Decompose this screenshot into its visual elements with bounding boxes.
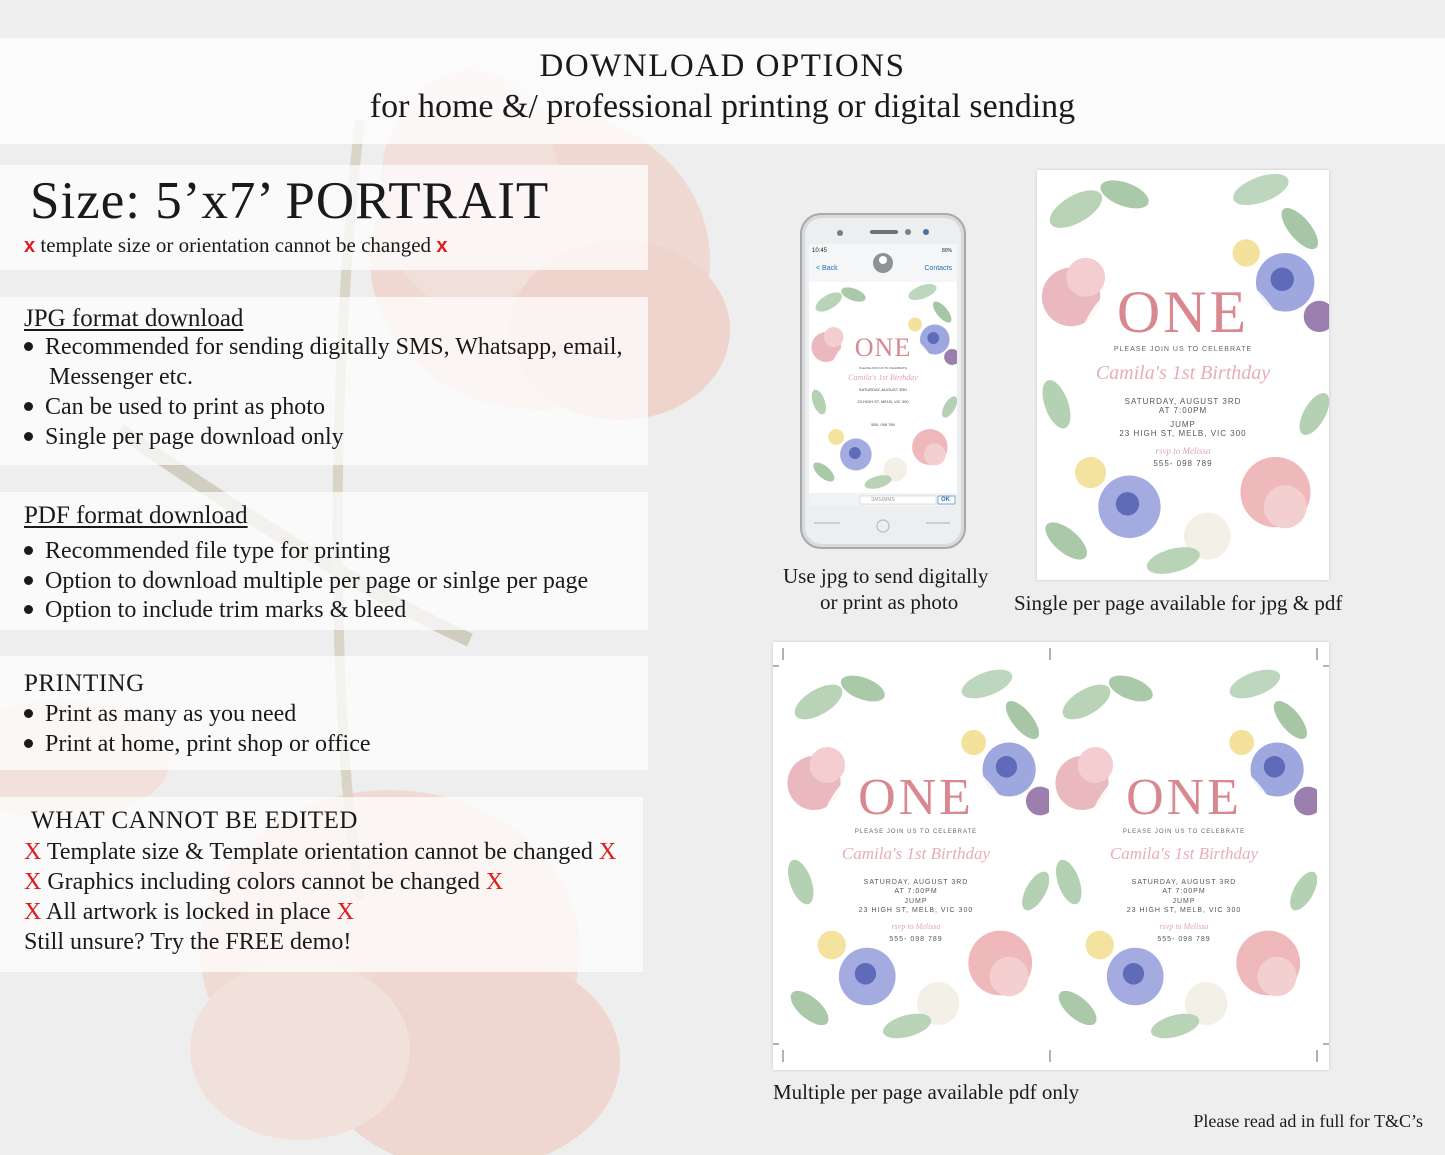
- invite-phone: 555- 098 789: [1157, 936, 1211, 943]
- list-item: X Graphics including colors cannot be changed X: [24, 869, 504, 895]
- phone-battery: 80%: [941, 248, 952, 254]
- list-item: Option to download multiple per page or sinlge per page: [24, 568, 588, 595]
- x-mark-icon: X: [598, 839, 617, 865]
- bullet-icon: [24, 546, 33, 555]
- phone-time: 10:45: [812, 248, 828, 254]
- invite-address: 23 HIGH ST, MELB, VIC 300: [1126, 907, 1242, 914]
- invite-date: SATURDAY, AUGUST 3RD: [863, 879, 969, 886]
- invite-headline: ONE: [1126, 769, 1242, 826]
- invite-venue: JUMP: [1170, 420, 1196, 429]
- invite-time: AT 7:00PM: [1158, 406, 1208, 415]
- page-subtitle: for home &/ professional printing or digital sending: [369, 88, 1076, 125]
- phone-sms-input[interactable]: SMS/MMS: [871, 497, 895, 503]
- invite-line: PLEASE JOIN US TO CELEBRATE: [854, 829, 978, 835]
- size-title: Size: 5’x7’ PORTRAIT: [30, 172, 550, 230]
- phone-caption-line-1: Use jpg to send digitally: [783, 564, 989, 588]
- invite-phone: 555- 098 789: [1153, 459, 1213, 468]
- invite-rsvp: rsvp to Melissa: [1159, 922, 1209, 931]
- single-invite-card: [1037, 170, 1329, 580]
- not-editable-panel: [0, 797, 643, 972]
- size-note: [24, 233, 447, 258]
- phone-ok-button[interactable]: OK: [941, 497, 950, 503]
- size-panel: [0, 165, 648, 270]
- bullet-icon: [24, 576, 33, 585]
- invite-rsvp: rsvp to Melissa: [891, 922, 941, 931]
- bullet-icon: [24, 709, 33, 718]
- list-item-continuation: Messenger etc.: [49, 364, 193, 390]
- invite-phone: 555- 098 789: [889, 936, 943, 943]
- page-title: DOWNLOAD OPTIONS: [539, 48, 906, 84]
- x-mark-icon: X: [24, 899, 42, 925]
- invite-address: 23 HIGH ST, MELB, VIC 300: [858, 907, 974, 914]
- invite-time: AT 7:00PM: [1162, 888, 1206, 895]
- list-item: Print at home, print shop or office: [24, 731, 371, 758]
- size-note-text: template size or orientation cannot be changed: [40, 233, 432, 257]
- multi-caption: Multiple per page available pdf only: [773, 1080, 1080, 1104]
- pdf-heading: PDF format download: [24, 502, 248, 529]
- invite-line: PLEASE JOIN US TO CELEBRATE: [1122, 829, 1246, 835]
- invite-date: SATURDAY, AUGUST 3RD: [1124, 397, 1242, 406]
- list-item: X All artwork is locked in place X: [24, 899, 354, 925]
- x-mark-icon: x: [24, 235, 36, 257]
- x-mark-icon: X: [24, 869, 42, 895]
- jpg-panel: [0, 297, 648, 465]
- phone-caption-line-2: or print as photo: [820, 590, 959, 614]
- x-mark-icon: x: [436, 235, 448, 257]
- phone-invite-phone: 555- 098 789: [871, 422, 895, 427]
- invite-time: AT 7:00PM: [894, 888, 938, 895]
- phone-invite-line: PLEASE JOIN US TO CELEBRATE: [859, 366, 907, 370]
- jpg-heading: JPG format download: [24, 305, 244, 332]
- list-item: X Template size & Template orientation cannot be changed X: [24, 839, 617, 865]
- bullet-icon: [24, 402, 33, 411]
- invite-name: Camila's 1st Birthday: [1109, 844, 1259, 863]
- bullet-icon: [24, 342, 33, 351]
- single-caption: Single per page available for jpg & pdf: [1014, 591, 1343, 615]
- list-item: Recommended file type for printing: [24, 538, 390, 565]
- invite-venue: JUMP: [904, 898, 928, 905]
- list-item: Single per page download only: [24, 424, 344, 451]
- list-item: Recommended for sending digitally SMS, Whatsapp, email,: [24, 334, 622, 361]
- phone-back-link[interactable]: < Back: [816, 265, 838, 272]
- trim-marks: [773, 642, 1329, 1070]
- bullet-icon: [24, 739, 33, 748]
- footer-note: Please read ad in full for T&C’s: [1193, 1111, 1423, 1131]
- invite-headline: ONE: [858, 769, 974, 826]
- invite-rsvp: rsvp to Melissa: [1155, 446, 1211, 456]
- invite-name: Camila's 1st Birthday: [841, 844, 991, 863]
- x-mark-icon: X: [24, 839, 42, 865]
- phone-contacts-link[interactable]: Contacts: [924, 265, 952, 272]
- printing-panel: [0, 656, 648, 770]
- demo-note: Still unsure? Try the FREE demo!: [24, 929, 352, 955]
- header-band: [0, 38, 1445, 144]
- x-mark-icon: X: [485, 869, 504, 895]
- invite-headline: ONE: [1116, 279, 1250, 345]
- not-editable-heading: WHAT CANNOT BE EDITED: [31, 807, 358, 834]
- bullet-icon: [24, 432, 33, 441]
- phone-invite-headline: ONE: [854, 333, 912, 362]
- invite-venue: JUMP: [1172, 898, 1196, 905]
- invite-name: Camila's 1st Birthday: [1095, 362, 1271, 384]
- list-item: Can be used to print as photo: [24, 394, 325, 421]
- invite-date: SATURDAY, AUGUST 3RD: [1131, 879, 1237, 886]
- bullet-icon: [24, 605, 33, 614]
- printing-heading: PRINTING: [24, 670, 145, 697]
- phone-invite-date: SATURDAY, AUGUST 3RD: [858, 387, 908, 392]
- list-item: Print as many as you need: [24, 701, 296, 728]
- phone-mockup: [800, 213, 966, 549]
- invite-line: PLEASE JOIN US TO CELEBRATE: [1113, 346, 1253, 353]
- list-item: Option to include trim marks & bleed: [24, 597, 406, 624]
- invite-address: 23 HIGH ST, MELB, VIC 300: [1119, 429, 1247, 438]
- phone-invite-address: 23 HIGH ST, MELB, VIC 300: [857, 399, 909, 404]
- phone-invite-name: Camila's 1st Birthday: [848, 373, 918, 382]
- x-mark-icon: X: [336, 899, 354, 925]
- pdf-panel: [0, 492, 648, 630]
- multi-page-sheet: [773, 642, 1329, 1070]
